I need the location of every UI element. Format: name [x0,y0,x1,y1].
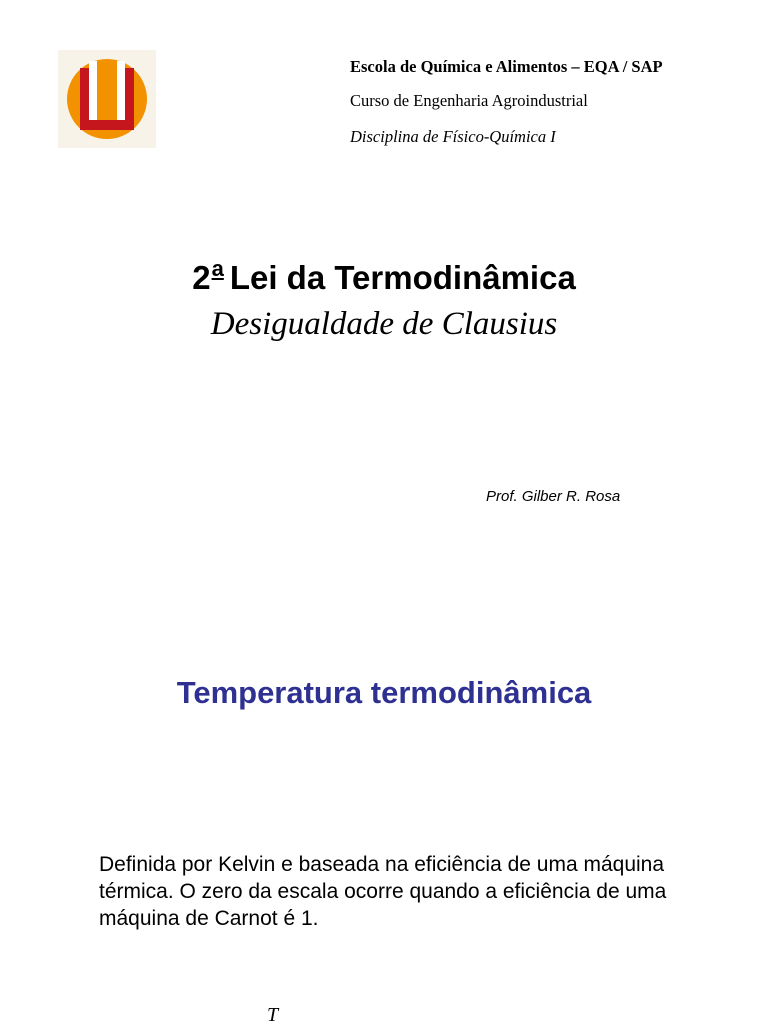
page-subtitle: Desigualdade de Clausius [210,306,558,342]
author-name: Prof. Gilber R. Rosa [486,488,621,505]
school-name: Escola de Química e Alimentos – EQA / SAP [350,57,663,76]
section-heading: Temperatura termodinâmica [176,675,592,710]
course-name: Curso de Engenharia Agroindustrial [350,91,588,110]
formula-fragment: T [267,1004,279,1026]
discipline-name: Disciplina de Físico-Química I [350,127,556,146]
body-paragraph: Definida por Kelvin e baseada na eficiência de uma máquina térmica. O zero da escala ocorre quando a eficiência de uma máquina de Carnot é 1. [99,853,667,930]
title-superscript: a [211,256,224,281]
title-number: 2 [192,259,211,296]
university-logo-icon [58,50,156,148]
page-title [0,256,768,297]
university-logo [58,50,156,148]
title-text: Lei da Termodinâmica [229,259,576,296]
